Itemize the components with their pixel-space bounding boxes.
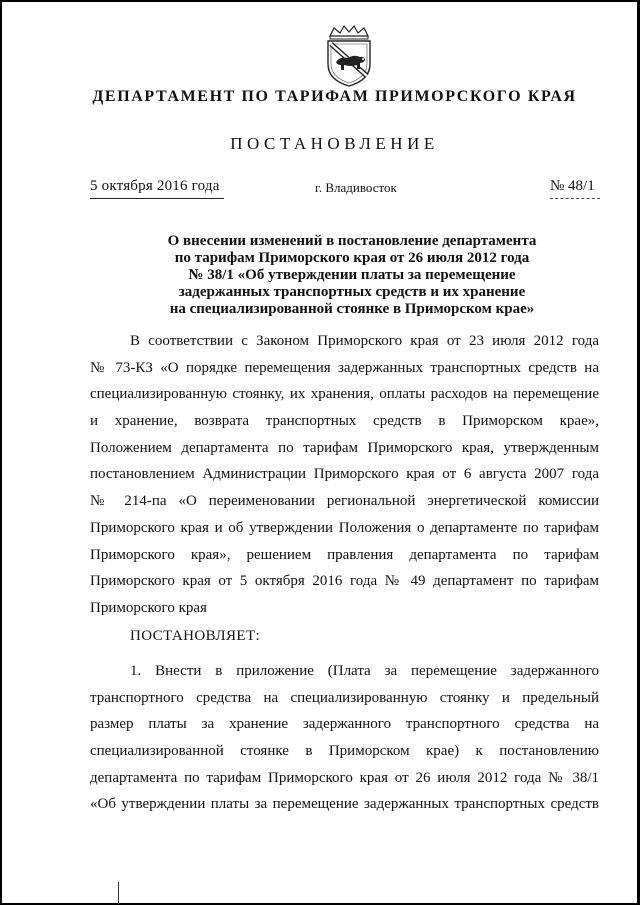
- preamble-line: постановлением Администрации Приморского края от 6 августа 2007 года: [90, 466, 599, 483]
- document-number: № 48/1: [550, 178, 595, 194]
- title-line: № 38/1 «Об утверждении платы за перемещение: [188, 267, 516, 283]
- preamble-line: Приморского края от 5 октября 2016 года № 49 департамент по тарифам: [90, 573, 599, 590]
- preamble-line: Приморского края: [90, 599, 207, 616]
- document-title: [122, 233, 582, 318]
- preamble-paragraph: [90, 328, 599, 622]
- item-1-line: 1. Внести в приложение (Плата за перемещение задержанного: [130, 663, 599, 679]
- document-type: ПОСТАНОВЛЕНИЕ: [230, 134, 439, 153]
- item-1-line: специализированной стоянке в Приморском крае) к постановлению: [90, 743, 599, 760]
- document-date: 5 октября 2016 года: [90, 178, 220, 194]
- preamble-line: и хранение, возврата транспортных средств в Приморском крае»,: [90, 413, 599, 430]
- resolve-heading: ПОСТАНОВЛЯЕТ:: [130, 628, 261, 644]
- preamble-line: Приморского края», решением правления департамента по тарифам: [90, 546, 599, 563]
- organization-name: ДЕПАРТАМЕНТ ПО ТАРИФАМ ПРИМОРСКОГО КРАЯ: [92, 88, 577, 105]
- preamble-line: Приморского края и об утверждении Положения о департаменте по тарифам: [90, 519, 599, 536]
- preamble-line: В соответствии с Законом Приморского края от 23 июля 2012 года: [130, 333, 599, 349]
- title-line: на специализированной стоянке в Приморском крае»: [169, 301, 535, 317]
- preamble-line: Положением департамента по тарифам Приморского края, утвержденным: [90, 439, 599, 456]
- item-1-paragraph: [90, 658, 599, 818]
- title-line: О внесении изменений в постановление департамента: [167, 233, 537, 249]
- item-1-line: «Об утверждении платы за перемещение задержанных транспортных средств: [90, 796, 599, 813]
- preamble-line: № 73-КЗ «О порядке перемещения задержанных транспортных средств на: [90, 359, 599, 376]
- item-1-line: департамента по тарифам Приморского края от 26 июля 2012 года № 38/1: [90, 769, 599, 786]
- preamble-line: № 214-па «О переименовании региональной энергетической комиссии: [90, 493, 599, 510]
- coat-of-arms-icon: [320, 24, 378, 88]
- item-1-line: транспортного средства на специализированную стоянку и предельный: [90, 689, 599, 706]
- preamble-line: специализированную стоянку, их хранения, оплаты расходов на перемещение: [90, 386, 599, 403]
- date-underline: [90, 198, 224, 199]
- scan-artifact: [118, 882, 119, 904]
- number-underline: [550, 198, 600, 199]
- document-city: г. Владивосток: [315, 180, 397, 195]
- title-line: по тарифам Приморского края от 26 июля 2012 года: [174, 250, 530, 266]
- item-1-line: размер платы за хранение задержанного транспортного средства на: [90, 716, 599, 733]
- title-line: задержанных транспортных средств и их хранение: [178, 284, 526, 300]
